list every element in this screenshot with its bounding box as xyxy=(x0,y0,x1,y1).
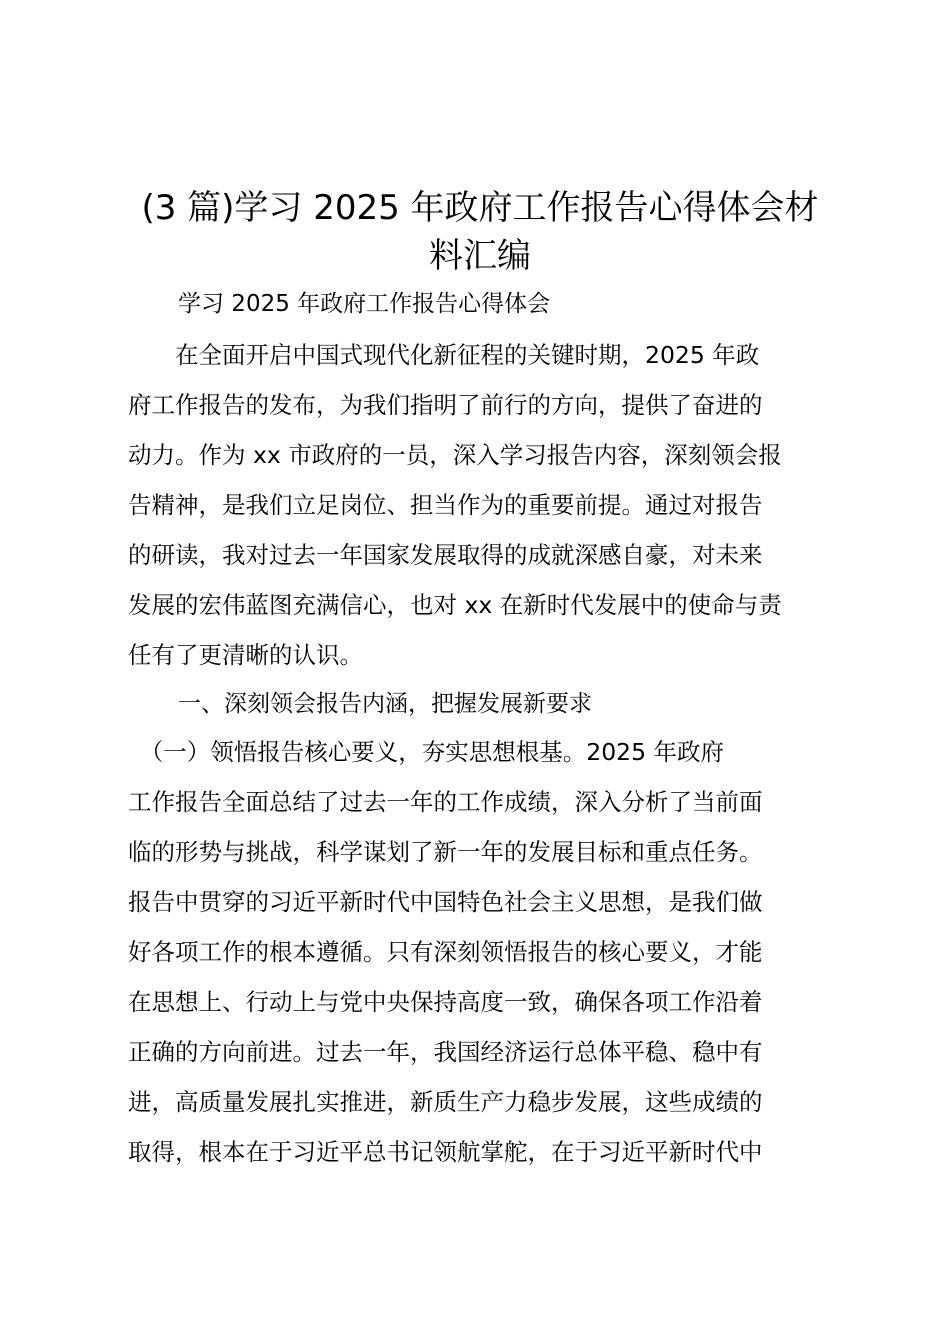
section-heading-1: 一、深刻领会报告内涵，把握发展新要求 xyxy=(178,691,592,717)
article-subtitle: 学习 2025 年政府工作报告心得体会 xyxy=(178,291,551,317)
paragraph-line: 府工作报告的发布，为我们指明了前行的方向，提供了奋进的 xyxy=(128,391,763,419)
paragraph-line: 进，高质量发展扎实推进，新质生产力稳步发展，这些成绩的 xyxy=(128,1088,763,1116)
paragraph-line: 的研读，我对过去一年国家发展取得的成就深感自豪，对未来 xyxy=(128,541,763,569)
paragraph-section-1-1 xyxy=(128,727,830,1177)
paragraph-line: 告精神，是我们立足岗位、担当作为的重要前提。通过对报告 xyxy=(128,491,763,519)
title-line-1: (3 篇)学习 2025 年政府工作报告心得体会材 xyxy=(141,188,819,228)
paragraph-line: 好各项工作的根本遵循。只有深刻领悟报告的核心要义，才能 xyxy=(128,938,763,966)
paragraph-line: 任有了更清晰的认识。 xyxy=(128,641,363,669)
paragraph-line: 动力。作为 xx 市政府的一员，深入学习报告内容，深刻领会报 xyxy=(128,441,782,469)
title-line-2: 料汇编 xyxy=(429,236,531,276)
document-title xyxy=(110,184,850,280)
paragraph-line: 临的形势与挑战，科学谋划了新一年的发展目标和重点任务。 xyxy=(128,838,763,866)
paragraph-line: 发展的宏伟蓝图充满信心，也对 xx 在新时代发展中的使命与责 xyxy=(128,591,782,619)
paragraph-line: 工作报告全面总结了过去一年的工作成绩，深入分析了当前面 xyxy=(128,788,763,816)
paragraph-line: 在全面开启中国式现代化新征程的关键时期，2025 年政 xyxy=(128,341,760,369)
paragraph-line: 正确的方向前进。过去一年，我国经济运行总体平稳、稳中有 xyxy=(128,1038,763,1066)
paragraph-line: 取得，根本在于习近平总书记领航掌舵，在于习近平新时代中 xyxy=(128,1138,763,1166)
paragraph-intro xyxy=(128,330,830,680)
paragraph-line: 报告中贯穿的习近平新时代中国特色社会主义思想，是我们做 xyxy=(128,888,763,916)
paragraph-line: （一）领悟报告核心要义，夯实思想根基。2025 年政府 xyxy=(128,738,725,766)
paragraph-line: 在思想上、行动上与党中央保持高度一致，确保各项工作沿着 xyxy=(128,988,763,1016)
